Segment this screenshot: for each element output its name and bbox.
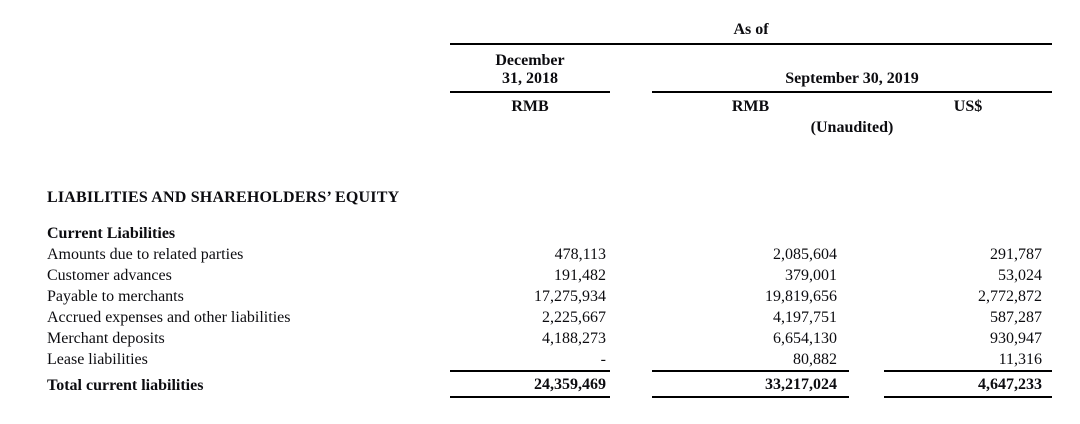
value-dec-2018-rmb: 17,275,934 bbox=[534, 288, 606, 305]
value-sep-2019-rmb: 4,197,751 bbox=[773, 309, 837, 326]
value-dec-2018-rmb: 2,225,667 bbox=[542, 309, 606, 326]
row-label: Merchant deposits bbox=[47, 330, 165, 347]
row-label: Payable to merchants bbox=[47, 288, 184, 305]
value-dec-2018-rmb: 191,482 bbox=[554, 267, 606, 284]
table-row-total-current-liabilities bbox=[47, 370, 1052, 398]
value-sep-2019-usd: 930,947 bbox=[990, 330, 1042, 347]
value-sep-2019-rmb: 19,819,656 bbox=[765, 288, 837, 305]
table-row-merchant-deposits bbox=[47, 328, 1052, 349]
value-sep-2019-usd: 587,287 bbox=[990, 309, 1042, 326]
currency-rmb-sep-2019: RMB bbox=[731, 98, 770, 115]
value-sep-2019-rmb: 379,001 bbox=[785, 267, 837, 284]
header-row-as-of bbox=[47, 20, 1052, 45]
table-row-accrued-expenses bbox=[47, 307, 1052, 328]
header-row-currency bbox=[47, 96, 1052, 117]
value-dec-2018-rmb: - bbox=[600, 351, 606, 368]
value-sep-2019-rmb: 80,882 bbox=[793, 351, 837, 368]
december-header-line1: December bbox=[495, 52, 565, 69]
column-header-december-31-2018 bbox=[450, 52, 610, 93]
group-title-current-liabilities: Current Liabilities bbox=[47, 225, 176, 242]
row-label: Accrued expenses and other liabilities bbox=[47, 309, 291, 326]
table-row-customer-advances bbox=[47, 265, 1052, 286]
value-dec-2018-rmb: 4,188,273 bbox=[542, 330, 606, 347]
total-sep-2019-usd: 4,647,233 bbox=[884, 370, 1052, 398]
table-row-lease-liabilities bbox=[47, 349, 1052, 370]
section-title-liabilities-equity: LIABILITIES AND SHAREHOLDERS’ EQUITY bbox=[47, 189, 400, 206]
currency-rmb-dec-2018: RMB bbox=[511, 98, 549, 115]
table-row-payable-to-merchants bbox=[47, 286, 1052, 307]
currency-usd-sep-2019: US$ bbox=[953, 98, 983, 115]
row-label: Amounts due to related parties bbox=[47, 246, 244, 263]
value-sep-2019-usd: 2,772,872 bbox=[978, 288, 1042, 305]
unaudited-note: (Unaudited) bbox=[810, 119, 894, 136]
value-sep-2019-usd: 11,316 bbox=[998, 351, 1042, 368]
table-row-amounts-due-related-parties bbox=[47, 244, 1052, 265]
header-row-periods bbox=[47, 52, 1052, 93]
row-label: Lease liabilities bbox=[47, 351, 148, 368]
value-sep-2019-usd: 291,787 bbox=[990, 246, 1042, 263]
value-dec-2018-rmb: 478,113 bbox=[554, 246, 606, 263]
value-sep-2019-rmb: 2,085,604 bbox=[773, 246, 837, 263]
value-sep-2019-rmb: 6,654,130 bbox=[773, 330, 837, 347]
value-sep-2019-usd: 53,024 bbox=[998, 267, 1042, 284]
row-label: Customer advances bbox=[47, 267, 172, 284]
december-header-line2: 31, 2018 bbox=[502, 70, 558, 87]
as-of-header: As of bbox=[450, 20, 1052, 45]
total-row-label: Total current liabilities bbox=[47, 377, 204, 394]
total-dec-2018-rmb: 24,359,469 bbox=[450, 370, 610, 398]
column-header-september-30-2019: September 30, 2019 bbox=[652, 70, 1052, 93]
total-sep-2019-rmb: 33,217,024 bbox=[652, 370, 849, 398]
header-row-unaudited bbox=[610, 117, 1052, 138]
